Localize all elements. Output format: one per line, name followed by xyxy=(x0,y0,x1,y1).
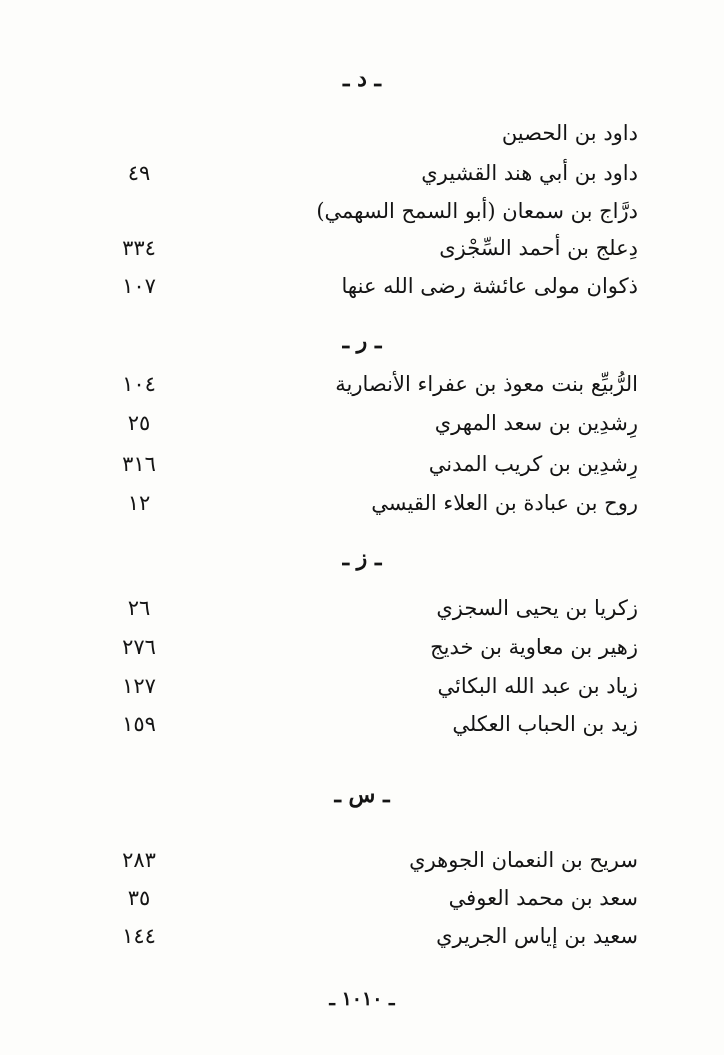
index-entry xyxy=(118,230,638,266)
section-heading-sin: ـ س ـ xyxy=(334,782,390,808)
entry-name: سعد بن محمد العوفي xyxy=(448,886,638,910)
entry-name: رِشدِين بن سعد المهري xyxy=(434,411,638,435)
entry-page: ٤٩ xyxy=(127,161,151,185)
index-entry xyxy=(118,155,638,191)
index-entry xyxy=(118,485,638,521)
index-entry xyxy=(118,590,638,626)
page-number: ـ ١٠١٠ ـ xyxy=(329,988,395,1010)
entry-name: روح بن عبادة بن العلاء القيسي xyxy=(371,491,638,515)
entry-name: ذكوان مولى عائشة رضى الله عنها xyxy=(341,274,638,298)
index-entry xyxy=(118,405,638,441)
section-heading-zay: ـ ز ـ xyxy=(342,545,382,571)
entry-page: ٢٧٦ xyxy=(122,635,156,659)
entry-page: ١٢ xyxy=(127,491,151,515)
entry-name: زهير بن معاوية بن خديج xyxy=(430,635,638,659)
index-entry xyxy=(118,193,638,229)
index-entry xyxy=(118,629,638,665)
entry-page: ٣٥ xyxy=(127,886,151,910)
index-entry xyxy=(118,918,638,954)
index-entry xyxy=(118,115,638,151)
entry-page: ٢٥ xyxy=(127,411,151,435)
entry-name: زياد بن عبد الله البكائي xyxy=(437,674,638,698)
entry-name: دِعلج بن أحمد السِّجْزى xyxy=(439,236,638,260)
entry-page: ٢٨٣ xyxy=(122,848,156,872)
entry-page: ٣١٦ xyxy=(122,452,156,476)
section-heading-dal: ـ د ـ xyxy=(342,66,381,92)
entry-page: ١٤٤ xyxy=(122,924,156,948)
entry-name: زيد بن الحباب العكلي xyxy=(452,712,638,736)
entry-name: الرُّبيِّع بنت معوذ بن عفراء الأنصارية xyxy=(335,372,638,396)
entry-page: ٣٣٤ xyxy=(122,236,156,260)
index-entry xyxy=(118,842,638,878)
entry-page: ١٠٧ xyxy=(122,274,156,298)
entry-name: داود بن الحصين xyxy=(501,121,638,145)
entry-page: ١٢٧ xyxy=(122,674,156,698)
entry-name: سعيد بن إياس الجريري xyxy=(436,924,638,948)
entry-name: زكريا بن يحيى السجزي xyxy=(436,596,638,620)
entry-name: رِشدِين بن كريب المدني xyxy=(428,452,638,476)
entry-name: سريح بن النعمان الجوهري xyxy=(409,848,638,872)
index-entry xyxy=(118,668,638,704)
entry-page: ٢٦ xyxy=(127,596,151,620)
index-entry xyxy=(118,446,638,482)
index-entry xyxy=(118,880,638,916)
index-entry xyxy=(118,366,638,402)
entry-page: ١٠٤ xyxy=(122,372,156,396)
entry-name: درَّاج بن سمعان (أبو السمح السهمي) xyxy=(316,199,638,223)
entry-name: داود بن أبي هند القشيري xyxy=(421,161,638,185)
index-entry xyxy=(118,268,638,304)
index-entry xyxy=(118,706,638,742)
entry-page: ١٥٩ xyxy=(122,712,156,736)
section-heading-ra: ـ ر ـ xyxy=(342,328,382,354)
